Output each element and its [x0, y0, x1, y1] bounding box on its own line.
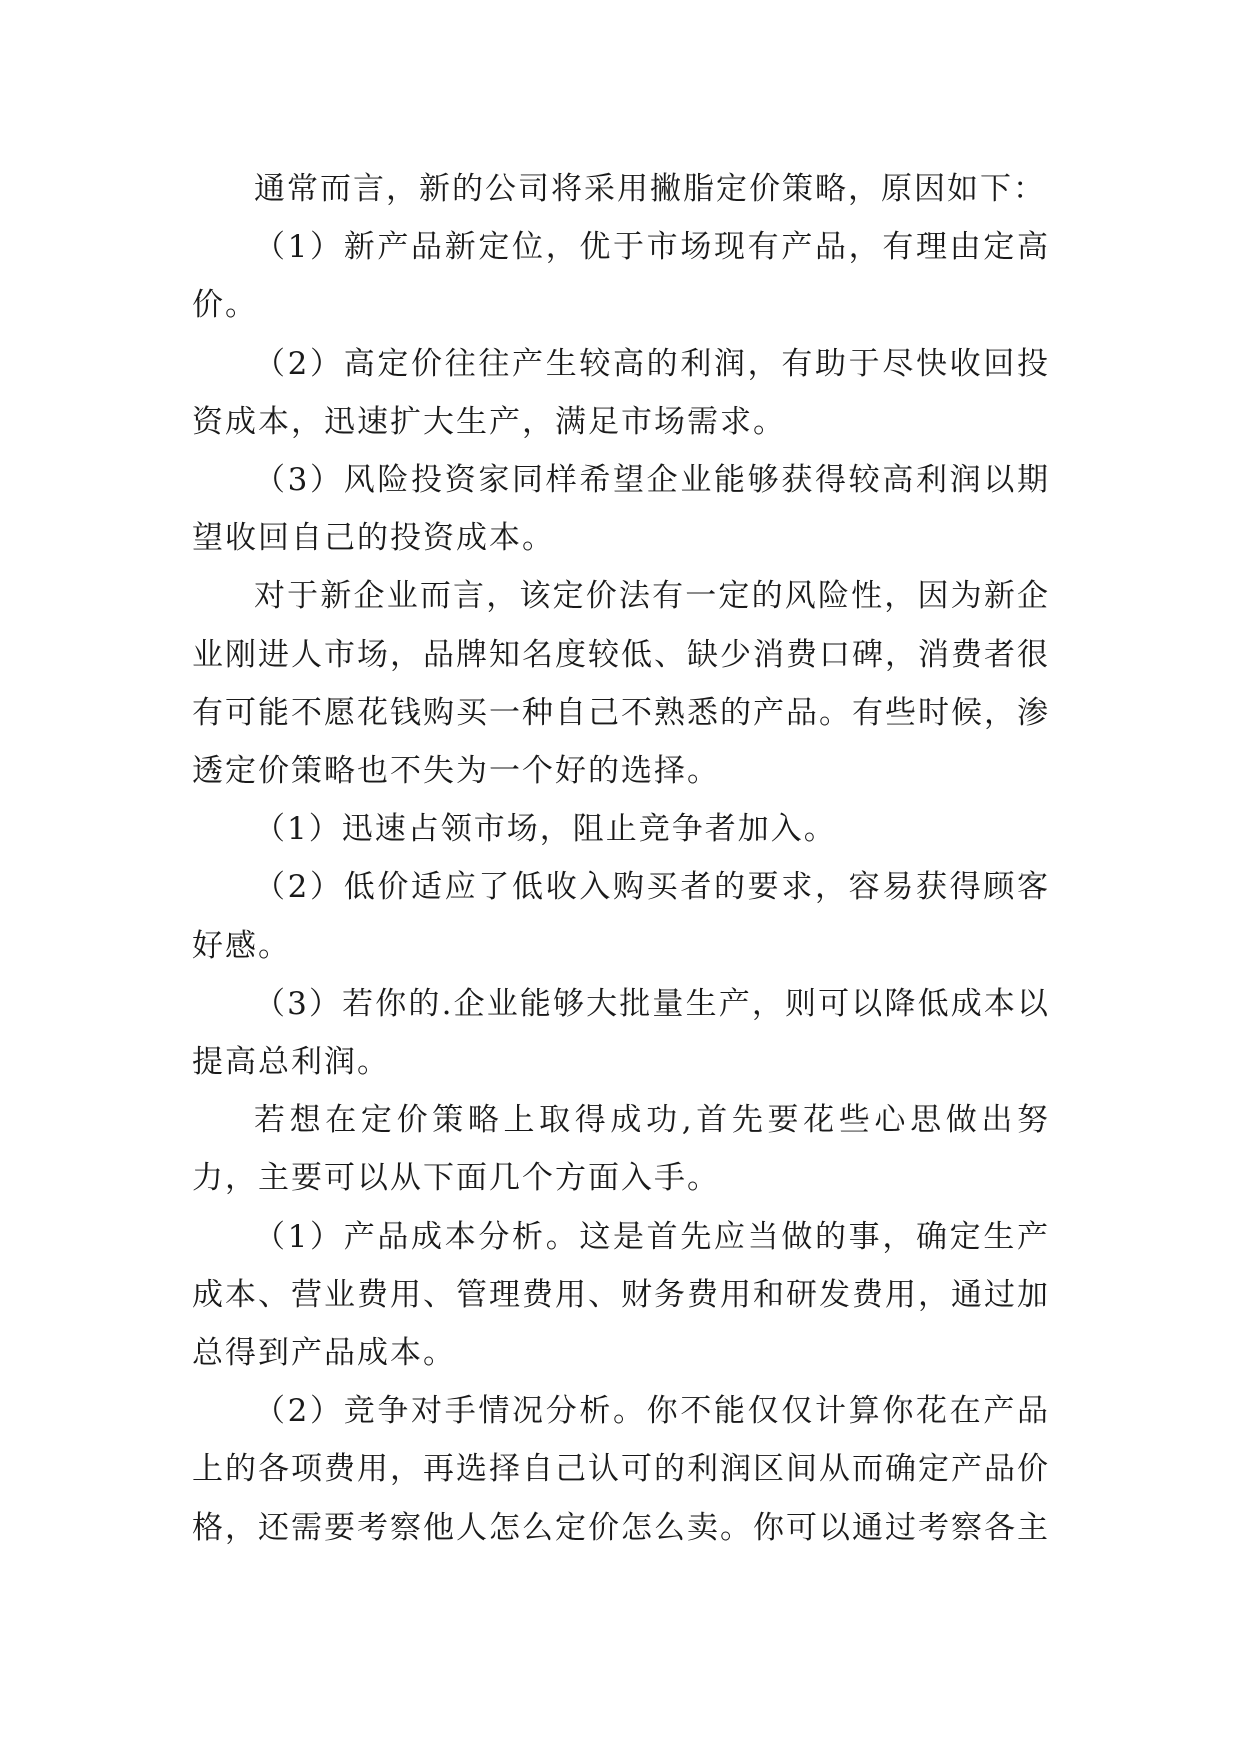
paragraph-success-intro: 若想在定价策略上取得成功,首先要花些心思做出努力，主要可以从下面几个方面入手。 — [192, 1102, 1050, 1197]
paragraph-skimming-intro: 通常而言，新的公司将采用撇脂定价策略，原因如下： — [254, 171, 1046, 207]
paragraph-success-step-2: （2）竞争对手情况分析。你不能仅仅计算你花在产品上的各项费用，再选择自己认可的利润区间从而确定产品价格，还需要考察他人怎么定价怎么卖。你可以通过考察各主 — [192, 1393, 1050, 1546]
paragraph-penetration-reason-3: （3）若你的.企业能够大批量生产，则可以降低成本以提高总利润。 — [192, 985, 1050, 1081]
paragraph-penetration-reason-2: （2）低价适应了低收入购买者的要求，容易获得顾客好感。 — [192, 869, 1050, 964]
paragraph-skimming-reason-1: （1）新产品新定位，优于市场现有产品，有理由定高价。 — [192, 229, 1050, 324]
paragraph-success-step-1: （1）产品成本分析。这是首先应当做的事，确定生产成本、营业费用、管理费用、财务费用和研发费用，通过加总得到产品成本。 — [192, 1218, 1050, 1372]
document-body — [192, 160, 1050, 1557]
paragraph-skimming-reason-2: （2）高定价往往产生较高的利润，有助于尽快收回投资成本，迅速扩大生产，满足市场需求。 — [192, 345, 1050, 440]
paragraph-skimming-reason-3: （3）风险投资家同样希望企业能够获得较高利润以期望收回自己的投资成本。 — [192, 462, 1050, 557]
paragraph-penetration-reason-1: （1）迅速占领市场，阻止竞争者加入。 — [254, 811, 837, 848]
paragraph-penetration-intro: 对于新企业而言，该定价法有一定的风险性，因为新企业刚进人市场，品牌知名度较低、缺少消费口碑，消费者很有可能不愿花钱购买一种自己不熟悉的产品。有些时候，渗透定价策略也不失为一个好的选择。 — [192, 578, 1050, 790]
